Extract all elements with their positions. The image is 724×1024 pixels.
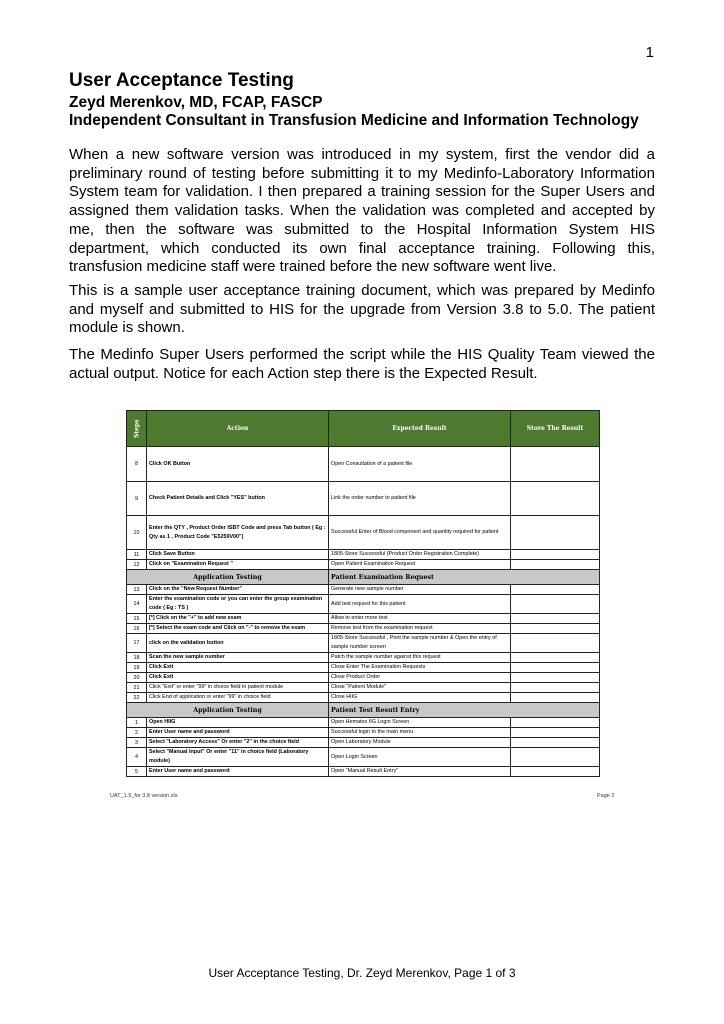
action-cell: Click End of application or enter "99" in choice field — [147, 693, 329, 703]
step-number: 14 — [127, 595, 147, 614]
affiliation-line: Independent Consultant in Transfusion Medicine and Information Technology — [69, 112, 639, 129]
action-cell: Click Exit — [147, 673, 329, 683]
action-cell: Enter the QTY , Product Order ISBT Code and press Tab button ( Eg : Qty as 1 , Product Code "E5259V00") — [147, 516, 329, 550]
column-header-store: Store The Result — [511, 411, 600, 447]
section-title-left: Application Testing — [127, 703, 329, 718]
expected-cell: Close Product Order — [329, 673, 511, 683]
expected-cell: Open "Manual Result Entry" — [329, 767, 511, 777]
store-result-cell[interactable] — [511, 585, 600, 595]
table-row — [127, 683, 600, 693]
step-number: 2 — [127, 728, 147, 738]
store-result-cell[interactable] — [511, 767, 600, 777]
step-number: 5 — [127, 767, 147, 777]
uat-spreadsheet — [126, 410, 599, 777]
step-number: 4 — [127, 748, 147, 767]
paragraph-script: The Medinfo Super Users performed the script while the HIS Quality Team viewed the actual output. Notice for each Action step there is the Expected Result. — [69, 346, 655, 382]
expected-cell: 1805-Store Successful , Print the sample number & Open the entry of sample number screen — [329, 634, 511, 653]
action-cell: Click on the "New Request Number" — [147, 585, 329, 595]
expected-cell: Close "Patient Module" — [329, 683, 511, 693]
expected-cell: Open Laboratory Module — [329, 738, 511, 748]
step-number: 19 — [127, 663, 147, 673]
action-cell: Scan the new sample number — [147, 653, 329, 663]
action-cell: Click on "Examination Request " — [147, 560, 329, 570]
section-title-right: Patient Examination Request — [329, 570, 600, 585]
table-row — [127, 728, 600, 738]
sheet-page-label: Page 2 — [597, 793, 615, 799]
table-row — [127, 595, 600, 614]
table-row — [127, 718, 600, 728]
table-row — [127, 693, 600, 703]
step-number: 13 — [127, 585, 147, 595]
store-result-cell[interactable] — [511, 748, 600, 767]
store-result-cell[interactable] — [511, 595, 600, 614]
store-result-cell[interactable] — [511, 516, 600, 550]
step-number: 22 — [127, 693, 147, 703]
column-header-action: Action — [147, 411, 329, 447]
store-result-cell[interactable] — [511, 683, 600, 693]
expected-cell: Allow to enter more test — [329, 614, 511, 624]
section-title-left: Application Testing — [127, 570, 329, 585]
expected-cell: 1805-Store Successful (Product Order Registration Complete) — [329, 550, 511, 560]
expected-cell: Open Patient Examination Request — [329, 560, 511, 570]
expected-cell: Close Enter The Examination Requests — [329, 663, 511, 673]
store-result-cell[interactable] — [511, 560, 600, 570]
action-cell: Click OK Button — [147, 447, 329, 482]
step-number: 20 — [127, 673, 147, 683]
table-row — [127, 653, 600, 663]
table-row — [127, 748, 600, 767]
uat-table — [126, 410, 600, 777]
table-row — [127, 447, 600, 482]
step-number: 16 — [127, 624, 147, 634]
action-cell: Enter the examination code or you can enter the group examination code ( Eg : TS ) — [147, 595, 329, 614]
store-result-cell[interactable] — [511, 738, 600, 748]
expected-cell: Close HIIG — [329, 693, 511, 703]
page-footer: User Acceptance Testing, Dr. Zeyd Merenkov, Page 1 of 3 — [208, 966, 516, 980]
expected-cell: Open Login Screen — [329, 748, 511, 767]
action-cell: [*] Select the exam code and Click on "-" to remove the exam — [147, 624, 329, 634]
step-number: 18 — [127, 653, 147, 663]
expected-cell: Open Hematos IIG Login Screen — [329, 718, 511, 728]
store-result-cell[interactable] — [511, 634, 600, 653]
table-row — [127, 585, 600, 595]
table-header-row — [127, 411, 600, 447]
expected-cell: Remove test from the examination request — [329, 624, 511, 634]
step-number: 10 — [127, 516, 147, 550]
action-cell: click on the validation button — [147, 634, 329, 653]
expected-cell: Patch the sample number against this request — [329, 653, 511, 663]
paragraph-intro: When a new software version was introduced in my system, first the vendor did a preliminary round of testing before submitting it to my Medinfo-Laboratory Information System team for validation. I then prepared a training session for the Super Users and assigned them validation tasks. When the validation was completed and accepted by me, then the software was submitted to the Hospital Information System HIS department, which conducted its own final acceptance training. Following this, transfusion medicine staff were trained before the new software went live. — [69, 146, 655, 276]
document-title: User Acceptance Testing — [69, 70, 294, 91]
store-result-cell[interactable] — [511, 693, 600, 703]
expected-cell: Successful login to the main menu — [329, 728, 511, 738]
step-number: 15 — [127, 614, 147, 624]
column-header-steps: Steps — [127, 411, 147, 447]
table-row — [127, 738, 600, 748]
table-row — [127, 767, 600, 777]
step-number: 1 — [127, 718, 147, 728]
author-line: Zeyd Merenkov, MD, FCAP, FASCP — [69, 94, 323, 111]
store-result-cell[interactable] — [511, 663, 600, 673]
store-result-cell[interactable] — [511, 718, 600, 728]
store-result-cell[interactable] — [511, 482, 600, 516]
step-number: 3 — [127, 738, 147, 748]
table-row — [127, 614, 600, 624]
expected-cell: Generate new sample number — [329, 585, 511, 595]
step-number: 17 — [127, 634, 147, 653]
table-row — [127, 624, 600, 634]
table-row — [127, 482, 600, 516]
store-result-cell[interactable] — [511, 624, 600, 634]
step-number: 21 — [127, 683, 147, 693]
step-number: 9 — [127, 482, 147, 516]
table-row — [127, 550, 600, 560]
action-cell: Select "Manual Input" Or enter "11" in choice field (Laboratory module) — [147, 748, 329, 767]
store-result-cell[interactable] — [511, 728, 600, 738]
action-cell: Enter User name and password — [147, 728, 329, 738]
column-header-expected: Expected Result — [329, 411, 511, 447]
page-number: 1 — [645, 44, 654, 61]
action-cell: Click Save Button — [147, 550, 329, 560]
table-row — [127, 560, 600, 570]
expected-cell: Add test request for this patient — [329, 595, 511, 614]
table-row — [127, 663, 600, 673]
store-result-cell[interactable] — [511, 614, 600, 624]
step-number: 8 — [127, 447, 147, 482]
table-row — [127, 634, 600, 653]
table-row — [127, 516, 600, 550]
section-header-row — [127, 703, 600, 718]
store-result-cell[interactable] — [511, 673, 600, 683]
expected-cell: Link the order number to patient file — [329, 482, 511, 516]
store-result-cell[interactable] — [511, 550, 600, 560]
sheet-filename: UAT_1.9_for 3.8 version.xls — [110, 793, 178, 799]
expected-cell: Open Consultation of a patient file — [329, 447, 511, 482]
action-cell: Click Exit — [147, 663, 329, 673]
section-header-row — [127, 570, 600, 585]
step-number: 11 — [127, 550, 147, 560]
action-cell: Click "Exit" or enter "99" in choice field in patient module — [147, 683, 329, 693]
expected-cell: Successful Enter of Blood component and quantity required for patient — [329, 516, 511, 550]
step-number: 12 — [127, 560, 147, 570]
store-result-cell[interactable] — [511, 447, 600, 482]
section-title-right: Patient Test Resutl Entry — [329, 703, 600, 718]
action-cell: Select "Laboratory Access" Or enter "2" in the choice field — [147, 738, 329, 748]
table-row — [127, 673, 600, 683]
action-cell: [*] Click on the "+" to add new exam — [147, 614, 329, 624]
store-result-cell[interactable] — [511, 653, 600, 663]
paragraph-sample: This is a sample user acceptance training document, which was prepared by Medinfo and myself and submitted to HIS for the upgrade from Version 3.8 to 5.0. The patient module is shown. — [69, 282, 655, 337]
action-cell: Open HIIG — [147, 718, 329, 728]
action-cell: Enter User name and password — [147, 767, 329, 777]
action-cell: Check Patient Details and Click "YES" button — [147, 482, 329, 516]
